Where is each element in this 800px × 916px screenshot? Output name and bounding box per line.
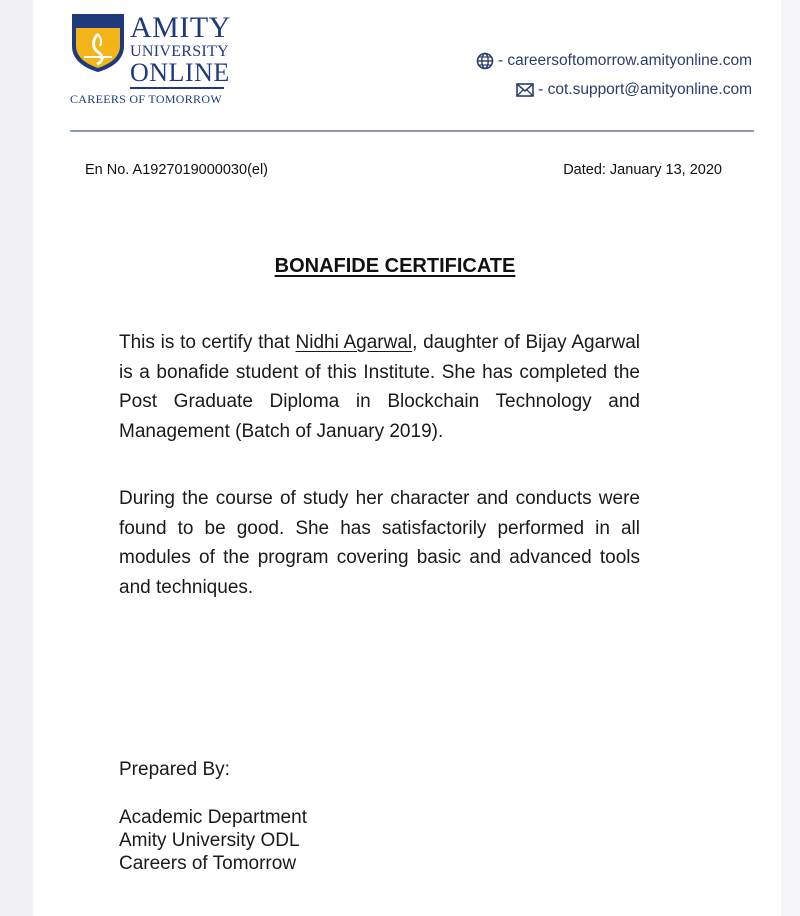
signatory-line: Amity University ODL	[119, 830, 300, 851]
mail-icon	[516, 83, 534, 97]
amity-shield-icon	[70, 12, 126, 74]
enrollment-number: En No. A1927019000030(el)	[85, 162, 269, 178]
signatory-block	[119, 806, 307, 875]
prepared-by-label: Prepared By:	[119, 759, 230, 780]
website-text: - careersoftomorrow.amityonline.com	[497, 52, 752, 69]
brand-name-university: UNIVERSITY	[130, 43, 229, 60]
contact-website	[476, 50, 752, 72]
brand-name-amity: AMITY	[130, 11, 231, 44]
globe-icon	[476, 52, 494, 70]
certificate-title: BONAFIDE CERTIFICATE	[274, 255, 516, 277]
student-name: Nidhi Agarwal	[295, 332, 413, 353]
amity-logo	[70, 10, 231, 106]
signatory-line: Academic Department	[119, 807, 307, 828]
email-text: - cot.support@amityonline.com	[538, 81, 752, 98]
certificate-paragraph-2: During the course of study her character and conducts were found to be good. She has satisfactorily performed in all modules of the program covering basic and advanced tools and techniques.	[119, 488, 640, 598]
contact-block	[476, 50, 752, 108]
date: Dated: January 13, 2020	[563, 162, 722, 178]
page-gutter	[781, 0, 800, 916]
brand-tagline: CAREERS OF TOMORROW	[70, 92, 222, 106]
header-divider	[70, 130, 754, 132]
certificate-paragraph-1	[119, 328, 640, 446]
signatory-line: Careers of Tomorrow	[119, 853, 297, 874]
brand-name-online: ONLINE	[130, 58, 230, 87]
para1-prefix: This is to certify that	[119, 332, 296, 353]
para1-suffix: , daughter of Bijay Agarwal is a bonafide student of this Institute. She has completed the Post Graduate Diploma in Blockchain Technology and Management (Batch of January 2019).	[119, 332, 641, 442]
brand-underline	[130, 87, 224, 89]
contact-email	[476, 79, 752, 101]
